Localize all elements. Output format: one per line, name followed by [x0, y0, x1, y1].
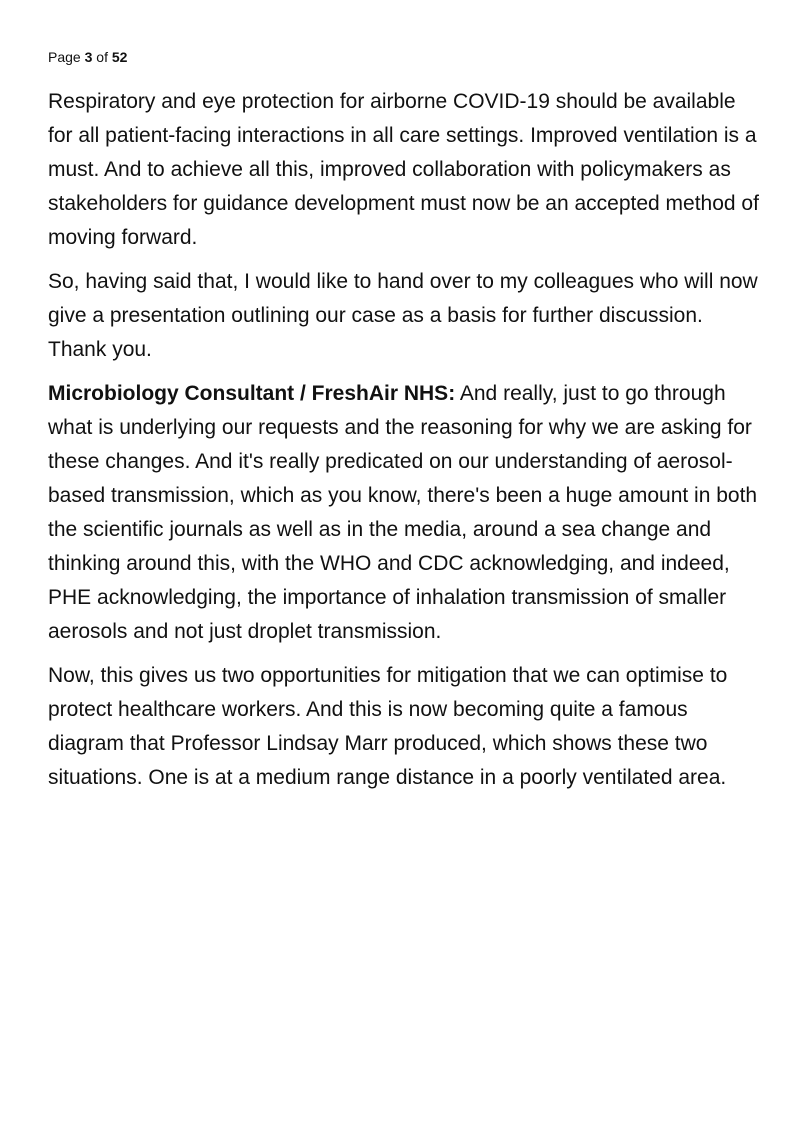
- paragraph-text: Respiratory and eye protection for airborne COVID-19 should be available for all patient-facing interactions in all care settings. Improved ventilation is a must. And to achieve all this, improved collaboration with policymakers as stakeholders for guidance development must now be an accepted method of moving forward.: [48, 90, 759, 249]
- current-page: 3: [84, 49, 93, 65]
- page-number: [48, 48, 127, 66]
- paragraph-4: [48, 659, 764, 795]
- speaker-label: Microbiology Consultant / FreshAir NHS:: [48, 382, 456, 405]
- transcript-body: [48, 85, 764, 805]
- page-of: of: [96, 49, 108, 65]
- paragraph-3: [48, 377, 764, 649]
- page-prefix: Page: [48, 49, 81, 65]
- paragraph-2: [48, 265, 764, 367]
- paragraph-text: And really, just to go through what is underlying our requests and the reasoning for why we are asking for these changes. And it's really predicated on our understanding of aerosol-based transmission, which as you know, there's been a huge amount in both the scientific journals as well as in the media, around a sea change and thinking around this, with the WHO and CDC acknowledging, and indeed, PHE acknowledging, the importance of inhalation transmission of smaller aerosols and not just droplet transmission.: [48, 382, 758, 643]
- paragraph-1: [48, 85, 764, 255]
- paragraph-text: So, having said that, I would like to hand over to my colleagues who will now give a presentation outlining our case as a basis for further discussion. Thank you.: [48, 270, 758, 361]
- total-pages: 52: [111, 49, 128, 65]
- paragraph-text: Now, this gives us two opportunities for mitigation that we can optimise to protect healthcare workers. And this is now becoming quite a famous diagram that Professor Lindsay Marr produced, which shows these two situations. One is at a medium range distance in a poorly ventilated area.: [48, 664, 728, 789]
